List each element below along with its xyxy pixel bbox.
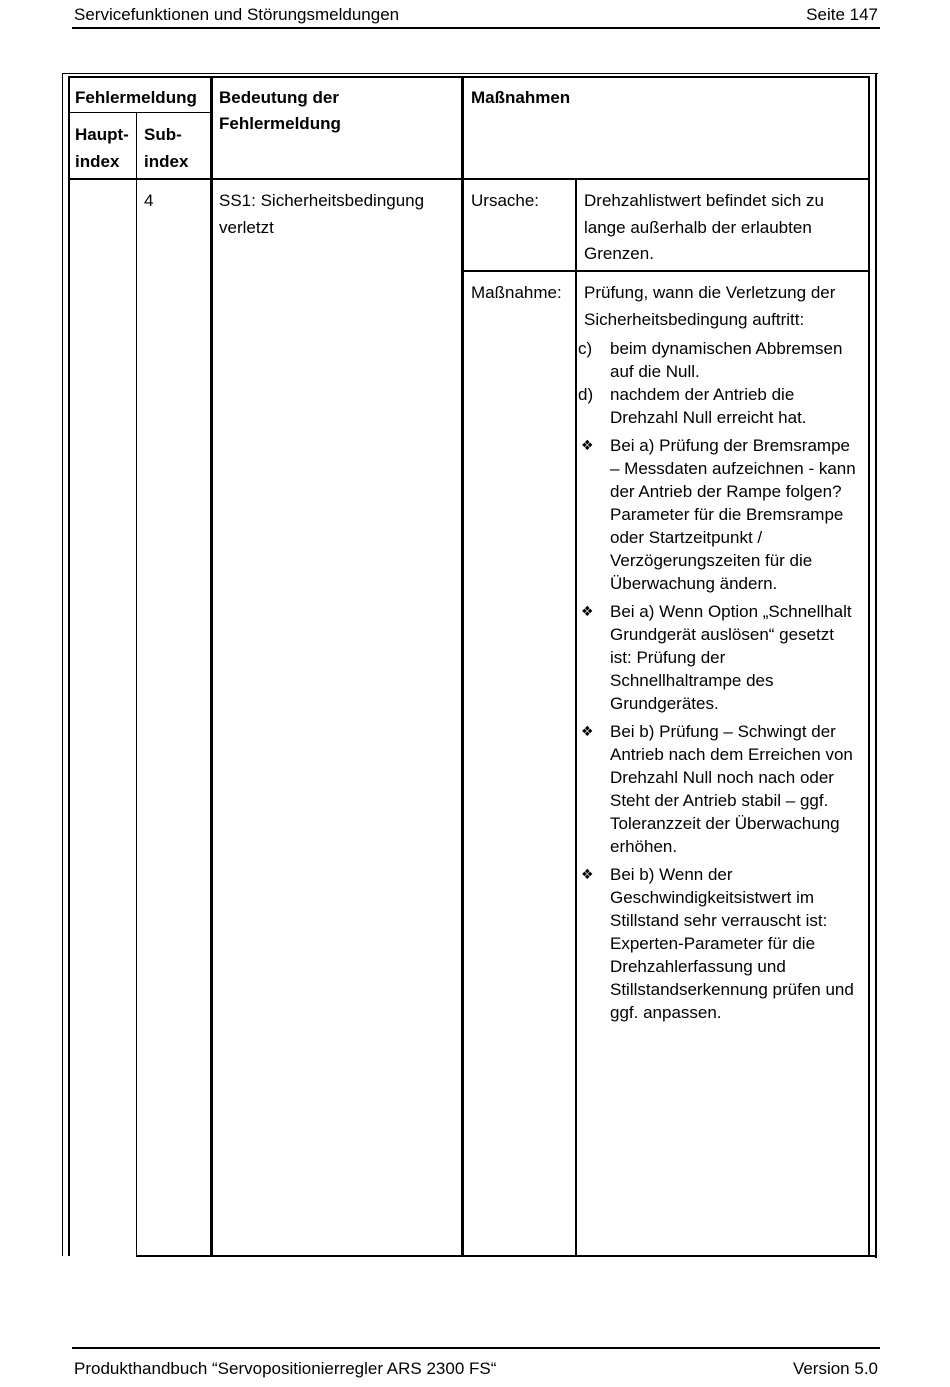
list-line: – Messdaten aufzeichnen - kann — [610, 459, 856, 478]
list-line: Verzögerungszeiten für die — [610, 551, 813, 570]
list-line: beim dynamischen Abbremsen — [610, 339, 843, 358]
table-right-rule-outer — [875, 73, 877, 1258]
head-massnahmen: Maßnahmen — [471, 88, 571, 107]
list-line: Steht der Antrieb stabil – ggf. — [610, 791, 829, 810]
list-line: ggf. anpassen. — [610, 1003, 722, 1022]
list-line: Bei b) Wenn der — [610, 865, 733, 884]
list-line: Schnellhaltrampe des — [610, 671, 774, 690]
head-bottom-rule — [68, 178, 870, 180]
list-line: auf die Null. — [610, 362, 700, 381]
list-line: der Antrieb der Rampe folgen? — [610, 482, 842, 501]
list-marker: c) — [578, 339, 593, 358]
list-line: ist: Prüfung der — [610, 648, 726, 667]
list-line: Bei a) Prüfung der Bremsrampe — [610, 436, 850, 455]
head-haupt-line1: Haupt- — [75, 125, 129, 144]
head-sub-line1: Sub- — [144, 125, 182, 144]
col-sep-bedeutung-massnahmen — [461, 76, 464, 1257]
table-top-rule-inner — [68, 76, 870, 78]
diamond-bullet-icon: ❖ — [581, 603, 594, 619]
list-line: Experten-Parameter für die — [610, 934, 816, 953]
col-sep-haupt-sub — [136, 113, 137, 1257]
list-line: Parameter für die Bremsrampe — [610, 505, 844, 524]
list-line: nachdem der Antrieb die — [610, 385, 795, 404]
header-page-number: Seite 147 — [806, 5, 878, 24]
list-line: Toleranzzeit der Überwachung — [610, 814, 840, 833]
page-footer — [72, 1347, 880, 1378]
footer-manual-title: Produkthandbuch “Servopositionierregler ARS 2300 FS“ — [74, 1359, 497, 1378]
list-line: Drehzahlerfassung und — [610, 957, 786, 976]
massnahme-intro-line: Prüfung, wann die Verletzung der — [584, 283, 836, 302]
list-line: Grundgerätes. — [610, 694, 719, 713]
list-item — [578, 383, 870, 429]
list-item — [578, 600, 870, 715]
ursache-line: lange außerhalb der erlaubten — [584, 218, 812, 237]
table-left-rule-inner — [68, 76, 70, 1256]
header-section-title: Servicefunktionen und Störungsmeldungen — [74, 5, 400, 24]
cell-bedeutung-line1: SS1: Sicherheitsbedingung — [219, 191, 425, 210]
massnahme-list — [578, 337, 870, 1024]
list-marker: d) — [578, 385, 594, 404]
table-top-rule-outer — [62, 73, 878, 74]
ursache-bottom-rule — [463, 270, 870, 272]
diamond-bullet-icon: ❖ — [581, 866, 594, 882]
list-line: Drehzahl Null noch nach oder — [610, 768, 834, 787]
list-line: oder Startzeitpunkt / — [610, 528, 763, 547]
list-line: Grundgerät auslösen“ gesetzt — [610, 625, 834, 644]
list-line: Bei b) Prüfung – Schwingt der — [610, 722, 836, 741]
col-sep-label-content — [575, 179, 577, 1257]
page-header — [72, 5, 880, 29]
list-line: Antrieb nach dem Erreichen von — [610, 745, 853, 764]
list-item — [578, 337, 870, 383]
massnahme-intro-line: Sicherheitsbedingung auftritt: — [584, 310, 805, 329]
head-bedeutung-line1: Bedeutung der — [219, 88, 339, 107]
col-sep-sub-bedeutung — [210, 76, 213, 1257]
list-item — [578, 863, 870, 1024]
table-bottom-rule — [136, 1255, 877, 1257]
ursache-label: Ursache: — [471, 191, 540, 210]
footer-version: Version 5.0 — [792, 1359, 878, 1378]
list-line: erhöhen. — [610, 837, 678, 856]
head-fehlermeldung: Fehlermeldung — [75, 88, 197, 107]
cell-bedeutung-line2: verletzt — [219, 218, 274, 237]
head-haupt-line2: index — [75, 152, 120, 171]
diamond-bullet-icon: ❖ — [581, 437, 594, 453]
head-sub-rule — [68, 112, 212, 113]
list-line: Geschwindigkeitsistwert im — [610, 888, 815, 907]
diamond-bullet-icon: ❖ — [581, 723, 594, 739]
ursache-line: Drehzahlistwert befindet sich zu — [584, 191, 825, 210]
ursache-line: Grenzen. — [584, 244, 654, 263]
list-line: Bei a) Wenn Option „Schnellhalt — [610, 602, 852, 621]
list-line: Stillstandserkennung prüfen und — [610, 980, 854, 999]
cell-subindex: 4 — [144, 191, 154, 210]
massnahme-label: Maßnahme: — [471, 283, 562, 302]
head-bedeutung-line2: Fehlermeldung — [219, 114, 341, 133]
list-item — [578, 720, 870, 858]
head-sub-line2: index — [144, 152, 189, 171]
list-line: Überwachung ändern. — [610, 574, 778, 593]
list-line: Drehzahl Null erreicht hat. — [610, 408, 807, 427]
list-item — [578, 434, 870, 595]
table-left-rule-outer — [62, 73, 63, 1256]
list-line: Stillstand sehr verrauscht ist: — [610, 911, 828, 930]
